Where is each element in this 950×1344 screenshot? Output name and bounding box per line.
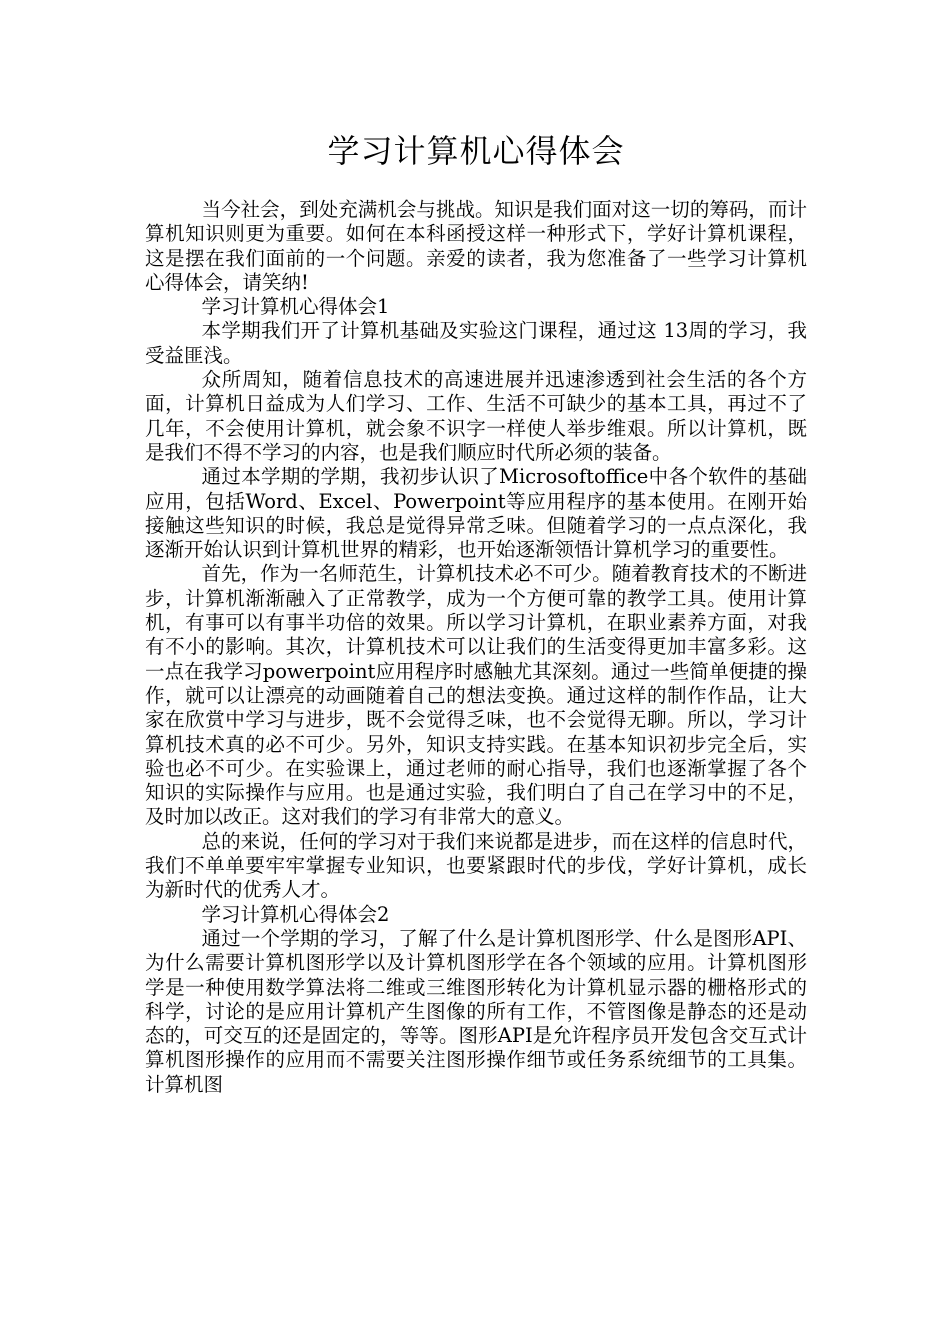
document-body xyxy=(145,198,807,1097)
body-paragraph: 本学期我们开了计算机基础及实验这门课程，通过这 13周的学习，我受益匪浅。 xyxy=(145,319,807,367)
section-heading-2: 学习计算机心得体会2 xyxy=(201,902,390,926)
body-paragraph: 通过本学期的学期，我初步认识了Microsoftoffice中各个软件的基础应用，包括Word、Excel、Powerpoint等应用程序的基本使用。在刚开始接触这些知识的时候，我总是觉得异常乏味。但随着学习的一点点深化，我逐渐开始认识到计算机世界的精彩，也开始逐渐领悟计算机学习的重要性。 xyxy=(145,465,807,562)
document-title: 学习计算机心得体会 xyxy=(327,132,625,170)
body-paragraph: 通过一个学期的学习，了解了什么是计算机图形学、什么是图形API、为什么需要计算机图形学以及计算机图形学在各个领域的应用。计算机图形学是一种使用数学算法将二维或三维图形转化为计算机显示器的栅格形式的科学，讨论的是应用计算机产生图像的所有工作，不管图像是静态的还是动态的，可交互的还是固定的，等等。图形API是允许程序员开发包含交互式计算机图形操作的应用而不需要关注图形操作细节或任务系统细节的工具集。计算机图 xyxy=(145,926,807,1096)
body-paragraph: 首先，作为一名师范生，计算机技术必不可少。随着教育技术的不断进步，计算机渐渐融入了正常教学，成为一个方便可靠的教学工具。使用计算机，有事可以有事半功倍的效果。所以学习计算机，在职业素养方面，对我有不小的影响。其次，计算机技术可以让我们的生活变得更加丰富多彩。这一点在我学习powerpoint应用程序时感触尤其深刻。通过一些简单便捷的操作，就可以让漂亮的动画随着自己的想法变换。通过这样的制作作品，让大家在欣赏中学习与进步，既不会觉得乏味，也不会觉得无聊。所以，学习计算机技术真的必不可少。另外，知识支持实践。在基本知识初步完全后，实验也必不可少。在实验课上，通过老师的耐心指导，我们也逐渐掌握了各个知识的实际操作与应用。也是通过实验，我们明白了自己在学习中的不足，及时加以改正。这对我们的学习有非常大的意义。 xyxy=(145,562,807,829)
body-paragraph: 总的来说，任何的学习对于我们来说都是进步，而在这样的信息时代，我们不单单要牢牢掌握专业知识，也要紧跟时代的步伐，学好计算机，成长为新时代的优秀人才。 xyxy=(145,829,807,902)
document-page xyxy=(145,0,807,1097)
intro-paragraph: 当今社会，到处充满机会与挑战。知识是我们面对这一切的筹码，而计算机知识则更为重要。如何在本科函授这样一种形式下，学好计算机课程，这是摆在我们面前的一个问题。亲爱的读者，我为您准备了一些学习计算机心得体会，请笑纳! xyxy=(145,198,807,294)
section-heading-1: 学习计算机心得体会1 xyxy=(201,295,390,319)
body-paragraph: 众所周知，随着信息技术的高速进展并迅速渗透到社会生活的各个方面，计算机日益成为人们学习、工作、生活不可缺少的基本工具，再过不了几年，不会使用计算机，就会象不识字一样使人举步维艰。所以计算机，既是我们不得不学习的内容，也是我们顺应时代所必须的装备。 xyxy=(145,368,807,464)
